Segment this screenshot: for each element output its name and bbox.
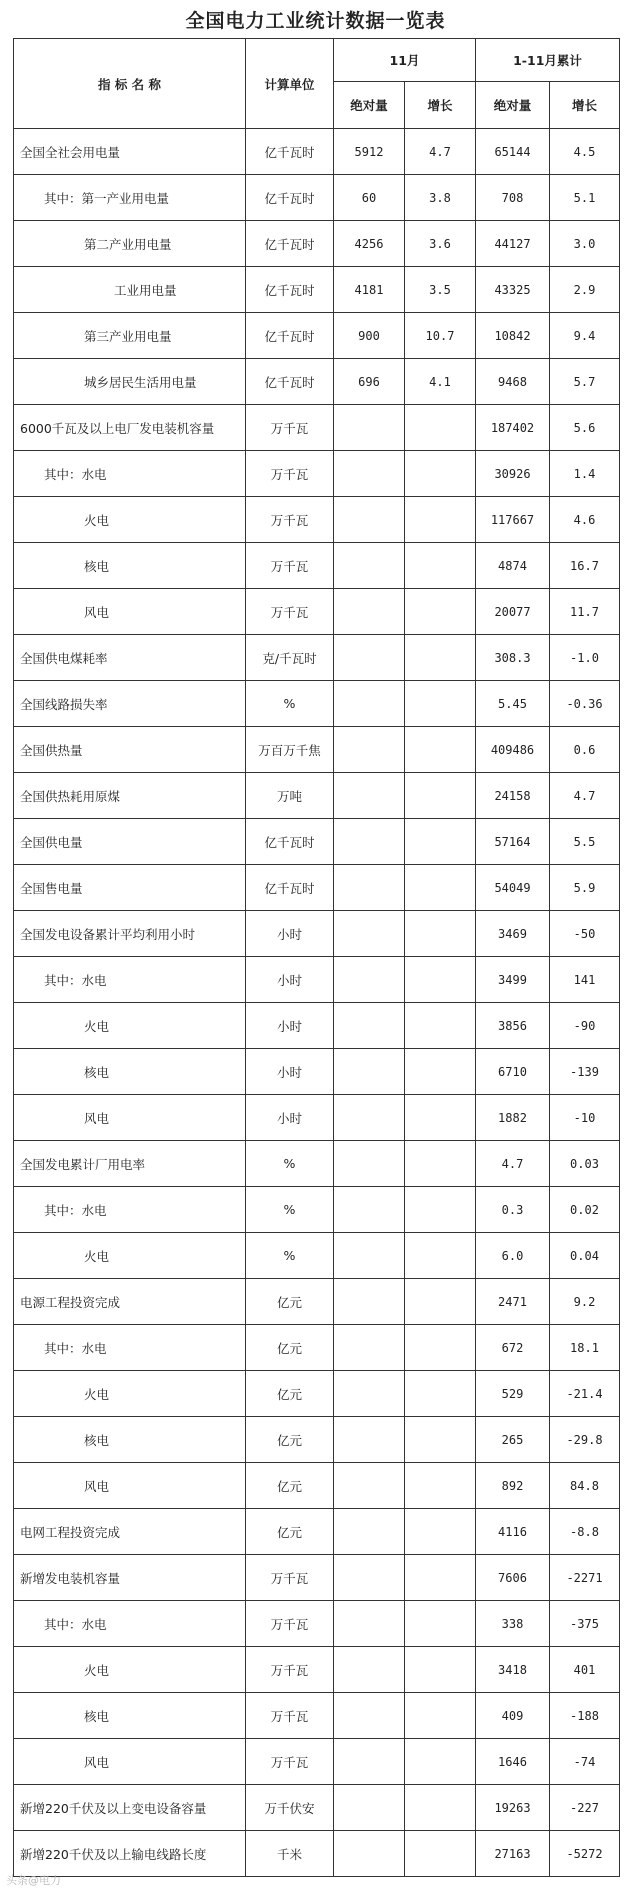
indicator-header: 指 标 名 称: [14, 39, 246, 129]
unit-cell: 万千瓦: [246, 1739, 334, 1785]
month-abs-cell: [334, 773, 405, 819]
month-abs-cell: [334, 1049, 405, 1095]
indicator-name: 风电: [14, 589, 246, 635]
month-abs-cell: [334, 1417, 405, 1463]
indicator-name: 全国供热量: [14, 727, 246, 773]
table-row: [14, 1601, 620, 1647]
watermark: 头条@电力: [6, 1874, 61, 1887]
cumulative-growth-cell: -2271: [550, 1555, 620, 1601]
month-abs-cell: [334, 865, 405, 911]
month-growth-header: 增长: [405, 82, 476, 129]
indicator-name: 全国供电煤耗率: [14, 635, 246, 681]
table-row: [14, 819, 620, 865]
cumulative-growth-cell: 4.5: [550, 129, 620, 175]
month-growth-cell: [405, 1693, 476, 1739]
indicator-name: 其中：水电: [14, 1187, 246, 1233]
unit-cell: 小时: [246, 957, 334, 1003]
cumulative-growth-cell: 5.5: [550, 819, 620, 865]
month-growth-cell: [405, 1325, 476, 1371]
unit-cell: 万千瓦: [246, 543, 334, 589]
month-growth-cell: [405, 1187, 476, 1233]
cumulative-abs-cell: 338: [476, 1601, 550, 1647]
table-row: [14, 589, 620, 635]
month-abs-cell: [334, 727, 405, 773]
cumulative-abs-cell: 4.7: [476, 1141, 550, 1187]
cumulative-growth-cell: 2.9: [550, 267, 620, 313]
cumulative-growth-cell: -139: [550, 1049, 620, 1095]
table-row: [14, 1739, 620, 1785]
cumulative-growth-cell: 16.7: [550, 543, 620, 589]
cumulative-abs-cell: 65144: [476, 129, 550, 175]
indicator-name: 火电: [14, 497, 246, 543]
table-row: [14, 635, 620, 681]
month-abs-cell: [334, 1463, 405, 1509]
cumulative-growth-cell: 5.7: [550, 359, 620, 405]
unit-header: 计算单位: [246, 39, 334, 129]
indicator-name: 其中：第一产业用电量: [14, 175, 246, 221]
cumulative-growth-cell: 5.6: [550, 405, 620, 451]
unit-cell: 克/千瓦时: [246, 635, 334, 681]
month-abs-cell: [334, 1555, 405, 1601]
indicator-name: 风电: [14, 1739, 246, 1785]
table-row: [14, 773, 620, 819]
cumulative-growth-cell: 11.7: [550, 589, 620, 635]
indicator-name: 城乡居民生活用电量: [14, 359, 246, 405]
indicator-name: 6000千瓦及以上电厂发电装机容量: [14, 405, 246, 451]
month-abs-cell: [334, 451, 405, 497]
cumulative-growth-cell: 3.0: [550, 221, 620, 267]
table-row: [14, 129, 620, 175]
unit-cell: 亿千瓦时: [246, 221, 334, 267]
month-abs-cell: [334, 1601, 405, 1647]
cumulative-abs-cell: 10842: [476, 313, 550, 359]
cumulative-growth-cell: -74: [550, 1739, 620, 1785]
cumulative-abs-cell: 265: [476, 1417, 550, 1463]
unit-cell: 小时: [246, 1049, 334, 1095]
indicator-name: 电源工程投资完成: [14, 1279, 246, 1325]
indicator-name: 全国全社会用电量: [14, 129, 246, 175]
month-abs-cell: 900: [334, 313, 405, 359]
unit-cell: 万千瓦: [246, 451, 334, 497]
table-row: [14, 405, 620, 451]
month-abs-cell: [334, 1141, 405, 1187]
month-growth-cell: [405, 1647, 476, 1693]
indicator-name: 全国线路损失率: [14, 681, 246, 727]
table-row: [14, 451, 620, 497]
table-row: [14, 1647, 620, 1693]
month-growth-cell: [405, 589, 476, 635]
cumulative-abs-cell: 43325: [476, 267, 550, 313]
table-row: [14, 865, 620, 911]
table-row: [14, 359, 620, 405]
month-growth-cell: [405, 819, 476, 865]
cumulative-growth-cell: -29.8: [550, 1417, 620, 1463]
unit-cell: 亿千瓦时: [246, 129, 334, 175]
cumulative-growth-cell: 141: [550, 957, 620, 1003]
month-growth-cell: [405, 865, 476, 911]
statistics-table: [13, 38, 620, 1877]
month-growth-cell: [405, 1831, 476, 1877]
unit-cell: 亿元: [246, 1371, 334, 1417]
cumulative-abs-cell: 117667: [476, 497, 550, 543]
month-abs-cell: [334, 1233, 405, 1279]
table-row: [14, 727, 620, 773]
month-abs-cell: [334, 1003, 405, 1049]
unit-cell: 亿千瓦时: [246, 819, 334, 865]
month-growth-cell: [405, 773, 476, 819]
table-row: [14, 957, 620, 1003]
indicator-name: 风电: [14, 1095, 246, 1141]
unit-cell: %: [246, 1233, 334, 1279]
month-abs-cell: [334, 405, 405, 451]
indicator-name: 新增220千伏及以上变电设备容量: [14, 1785, 246, 1831]
indicator-name: 新增220千伏及以上输电线路长度: [14, 1831, 246, 1877]
indicator-name: 第三产业用电量: [14, 313, 246, 359]
month-growth-cell: [405, 497, 476, 543]
unit-cell: %: [246, 1187, 334, 1233]
unit-cell: 万千瓦: [246, 497, 334, 543]
month-growth-cell: [405, 1141, 476, 1187]
cumulative-growth-cell: 9.2: [550, 1279, 620, 1325]
month-abs-cell: [334, 543, 405, 589]
cumulative-abs-cell: 708: [476, 175, 550, 221]
table-row: [14, 1509, 620, 1555]
cumulative-growth-cell: -50: [550, 911, 620, 957]
cumulative-abs-cell: 19263: [476, 1785, 550, 1831]
table-row: [14, 1693, 620, 1739]
month-abs-cell: [334, 681, 405, 727]
cumulative-abs-cell: 4874: [476, 543, 550, 589]
month-abs-cell: [334, 1095, 405, 1141]
month-abs-cell: [334, 589, 405, 635]
cumulative-growth-cell: 401: [550, 1647, 620, 1693]
indicator-name: 全国供热耗用原煤: [14, 773, 246, 819]
cumulative-abs-cell: 672: [476, 1325, 550, 1371]
cumulative-abs-cell: 409486: [476, 727, 550, 773]
month-growth-cell: [405, 543, 476, 589]
cumulative-abs-cell: 892: [476, 1463, 550, 1509]
month-abs-cell: [334, 497, 405, 543]
table-row: [14, 911, 620, 957]
cumulative-growth-cell: 5.9: [550, 865, 620, 911]
unit-cell: 小时: [246, 1095, 334, 1141]
month-growth-cell: [405, 1509, 476, 1555]
month-growth-cell: [405, 1095, 476, 1141]
cumulative-growth-cell: 18.1: [550, 1325, 620, 1371]
table-row: [14, 1233, 620, 1279]
month-growth-cell: [405, 1279, 476, 1325]
month-abs-cell: 4256: [334, 221, 405, 267]
cumulative-abs-cell: 5.45: [476, 681, 550, 727]
unit-cell: 千米: [246, 1831, 334, 1877]
month-growth-cell: [405, 405, 476, 451]
table-row: [14, 1279, 620, 1325]
indicator-name: 全国发电设备累计平均利用小时: [14, 911, 246, 957]
unit-cell: %: [246, 681, 334, 727]
month-abs-cell: [334, 1785, 405, 1831]
table-header: [14, 39, 620, 129]
cumulative-growth-cell: -90: [550, 1003, 620, 1049]
cumulative-growth-cell: 5.1: [550, 175, 620, 221]
unit-cell: 万吨: [246, 773, 334, 819]
table-row: [14, 497, 620, 543]
unit-cell: 万千瓦: [246, 405, 334, 451]
cumulative-growth-cell: -5272: [550, 1831, 620, 1877]
unit-cell: 亿元: [246, 1279, 334, 1325]
month-growth-cell: [405, 1371, 476, 1417]
cumulative-growth-cell: 4.7: [550, 773, 620, 819]
table-row: [14, 1187, 620, 1233]
month-growth-cell: 3.8: [405, 175, 476, 221]
month-abs-cell: [334, 1187, 405, 1233]
month-abs-cell: [334, 911, 405, 957]
indicator-name: 火电: [14, 1371, 246, 1417]
cumulative-abs-cell: 9468: [476, 359, 550, 405]
cumulative-abs-cell: 3469: [476, 911, 550, 957]
unit-cell: 万千瓦: [246, 1693, 334, 1739]
indicator-name: 新增发电装机容量: [14, 1555, 246, 1601]
cumulative-abs-cell: 0.3: [476, 1187, 550, 1233]
table-row: [14, 1371, 620, 1417]
unit-cell: 小时: [246, 911, 334, 957]
indicator-name: 核电: [14, 1049, 246, 1095]
month-growth-cell: [405, 1003, 476, 1049]
month-abs-cell: 696: [334, 359, 405, 405]
table-row: [14, 1831, 620, 1877]
indicator-name: 电网工程投资完成: [14, 1509, 246, 1555]
cumulative-abs-cell: 7606: [476, 1555, 550, 1601]
page-title: 全国电力工业统计数据一览表: [185, 10, 446, 32]
table-row: [14, 1463, 620, 1509]
unit-cell: 万千伏安: [246, 1785, 334, 1831]
cumulative-abs-cell: 308.3: [476, 635, 550, 681]
month-growth-cell: [405, 635, 476, 681]
month-header: 11月: [334, 39, 476, 82]
unit-cell: 亿元: [246, 1417, 334, 1463]
month-growth-cell: [405, 1049, 476, 1095]
cumulative-growth-cell: -21.4: [550, 1371, 620, 1417]
cumulative-abs-cell: 24158: [476, 773, 550, 819]
unit-cell: 万千瓦: [246, 589, 334, 635]
cumulative-abs-cell: 3499: [476, 957, 550, 1003]
unit-cell: 亿千瓦时: [246, 865, 334, 911]
cumulative-abs-cell: 6710: [476, 1049, 550, 1095]
indicator-name: 工业用电量: [14, 267, 246, 313]
cumulative-abs-cell: 44127: [476, 221, 550, 267]
table-row: [14, 313, 620, 359]
unit-cell: 万千瓦: [246, 1601, 334, 1647]
month-abs-cell: [334, 1509, 405, 1555]
table-row: [14, 1785, 620, 1831]
table-row: [14, 1555, 620, 1601]
month-growth-cell: [405, 1233, 476, 1279]
indicator-name: 核电: [14, 1693, 246, 1739]
indicator-name: 火电: [14, 1647, 246, 1693]
cumulative-abs-cell: 57164: [476, 819, 550, 865]
cumulative-growth-cell: -375: [550, 1601, 620, 1647]
month-abs-cell: 60: [334, 175, 405, 221]
cumulative-abs-cell: 20077: [476, 589, 550, 635]
month-abs-header: 绝对量: [334, 82, 405, 129]
indicator-name: 其中：水电: [14, 451, 246, 497]
table-row: [14, 1049, 620, 1095]
unit-cell: 亿千瓦时: [246, 313, 334, 359]
cumulative-header: 1-11月累计: [476, 39, 620, 82]
month-growth-cell: [405, 1739, 476, 1785]
month-growth-cell: [405, 1785, 476, 1831]
table-row: [14, 543, 620, 589]
month-abs-cell: [334, 957, 405, 1003]
month-growth-cell: 4.7: [405, 129, 476, 175]
cumulative-growth-cell: -0.36: [550, 681, 620, 727]
indicator-name: 火电: [14, 1003, 246, 1049]
month-abs-cell: [334, 1279, 405, 1325]
indicator-name: 全国供电量: [14, 819, 246, 865]
month-growth-cell: [405, 1555, 476, 1601]
month-growth-cell: [405, 1601, 476, 1647]
month-growth-cell: [405, 727, 476, 773]
month-abs-cell: [334, 1693, 405, 1739]
month-growth-cell: 10.7: [405, 313, 476, 359]
cumulative-growth-header: 增长: [550, 82, 620, 129]
cumulative-abs-cell: 409: [476, 1693, 550, 1739]
cumulative-growth-cell: 0.04: [550, 1233, 620, 1279]
month-growth-cell: 4.1: [405, 359, 476, 405]
indicator-name: 其中：水电: [14, 957, 246, 1003]
indicator-name: 第二产业用电量: [14, 221, 246, 267]
unit-cell: 亿元: [246, 1509, 334, 1555]
unit-cell: 小时: [246, 1003, 334, 1049]
month-abs-cell: [334, 1371, 405, 1417]
unit-cell: 亿千瓦时: [246, 175, 334, 221]
month-growth-cell: [405, 1417, 476, 1463]
table-row: [14, 267, 620, 313]
table-row: [14, 175, 620, 221]
cumulative-abs-header: 绝对量: [476, 82, 550, 129]
cumulative-abs-cell: 1882: [476, 1095, 550, 1141]
month-abs-cell: [334, 635, 405, 681]
month-abs-cell: [334, 1647, 405, 1693]
month-abs-cell: [334, 1325, 405, 1371]
indicator-name: 风电: [14, 1463, 246, 1509]
table-row: [14, 1417, 620, 1463]
cumulative-abs-cell: 54049: [476, 865, 550, 911]
month-abs-cell: [334, 819, 405, 865]
month-growth-cell: 3.5: [405, 267, 476, 313]
cumulative-abs-cell: 3856: [476, 1003, 550, 1049]
indicator-name: 火电: [14, 1233, 246, 1279]
cumulative-abs-cell: 27163: [476, 1831, 550, 1877]
indicator-name: 全国售电量: [14, 865, 246, 911]
unit-cell: 亿千瓦时: [246, 359, 334, 405]
indicator-name: 其中：水电: [14, 1325, 246, 1371]
cumulative-growth-cell: -227: [550, 1785, 620, 1831]
cumulative-abs-cell: 529: [476, 1371, 550, 1417]
cumulative-growth-cell: 0.6: [550, 727, 620, 773]
month-growth-cell: [405, 1463, 476, 1509]
cumulative-abs-cell: 187402: [476, 405, 550, 451]
table-row: [14, 1325, 620, 1371]
cumulative-growth-cell: 84.8: [550, 1463, 620, 1509]
unit-cell: 亿元: [246, 1463, 334, 1509]
month-growth-cell: [405, 451, 476, 497]
cumulative-growth-cell: 4.6: [550, 497, 620, 543]
table-row: [14, 1141, 620, 1187]
cumulative-abs-cell: 4116: [476, 1509, 550, 1555]
cumulative-growth-cell: 0.02: [550, 1187, 620, 1233]
month-growth-cell: [405, 957, 476, 1003]
cumulative-growth-cell: -1.0: [550, 635, 620, 681]
cumulative-growth-cell: 9.4: [550, 313, 620, 359]
cumulative-abs-cell: 2471: [476, 1279, 550, 1325]
month-abs-cell: [334, 1831, 405, 1877]
table-row: [14, 221, 620, 267]
month-abs-cell: 5912: [334, 129, 405, 175]
unit-cell: 万百万千焦: [246, 727, 334, 773]
table-row: [14, 1003, 620, 1049]
table-row: [14, 681, 620, 727]
month-growth-cell: [405, 681, 476, 727]
cumulative-growth-cell: -188: [550, 1693, 620, 1739]
indicator-name: 其中：水电: [14, 1601, 246, 1647]
indicator-name: 全国发电累计厂用电率: [14, 1141, 246, 1187]
cumulative-growth-cell: 0.03: [550, 1141, 620, 1187]
cumulative-abs-cell: 30926: [476, 451, 550, 497]
cumulative-growth-cell: -8.8: [550, 1509, 620, 1555]
unit-cell: 万千瓦: [246, 1555, 334, 1601]
unit-cell: 亿千瓦时: [246, 267, 334, 313]
table-row: [14, 1095, 620, 1141]
unit-cell: 万千瓦: [246, 1647, 334, 1693]
month-abs-cell: [334, 1739, 405, 1785]
cumulative-abs-cell: 6.0: [476, 1233, 550, 1279]
cumulative-growth-cell: -10: [550, 1095, 620, 1141]
month-abs-cell: 4181: [334, 267, 405, 313]
table-body: [14, 129, 620, 1877]
indicator-name: 核电: [14, 543, 246, 589]
cumulative-abs-cell: 3418: [476, 1647, 550, 1693]
cumulative-abs-cell: 1646: [476, 1739, 550, 1785]
month-growth-cell: [405, 911, 476, 957]
unit-cell: 亿元: [246, 1325, 334, 1371]
month-growth-cell: 3.6: [405, 221, 476, 267]
unit-cell: %: [246, 1141, 334, 1187]
cumulative-growth-cell: 1.4: [550, 451, 620, 497]
indicator-name: 核电: [14, 1417, 246, 1463]
